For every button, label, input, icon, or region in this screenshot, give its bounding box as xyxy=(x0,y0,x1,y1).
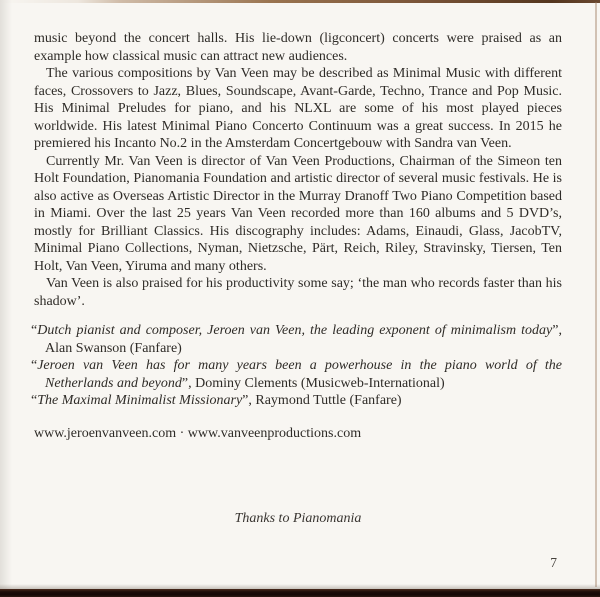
scan-left-shade xyxy=(0,0,12,597)
press-quote-1 xyxy=(31,322,562,357)
quote-attribution: , Dominy Clements (Musicweb-International) xyxy=(188,375,445,391)
quote-attribution: , Raymond Tuttle (Fanfare) xyxy=(248,393,402,408)
scan-bottom-edge xyxy=(0,589,600,597)
body-paragraph-4: Van Veen is also praised for his productivity some say; ‘the man who records faster than his shadow’. xyxy=(34,276,562,309)
scan-top-edge xyxy=(0,0,600,3)
quote-text: The Maximal Minimalist Missionary xyxy=(37,393,243,408)
website-links-line: www.jeroenvanveen.com · www.vanveenproductions.com xyxy=(34,425,362,441)
text-column xyxy=(31,30,562,442)
quote-attribution: , Alan Swanson (Fanfare) xyxy=(45,323,562,356)
open-quote-mark: “ xyxy=(31,323,38,338)
press-quote-3 xyxy=(31,392,562,410)
close-quote-mark: ” xyxy=(242,393,249,408)
body-paragraph-3: Currently Mr. Van Veen is director of Van Veen Productions, Chairman of the Simeon ten Holt Foundation, Pianomania Foundation and artistic director of several music festivals. He is also active as Overseas Artistic Director in the Murray Dranoff Two Piano Competition based in Miami. Over the last 25 years Van Veen recorded more than 160 albums and 5 DVD’s, mostly for Brilliant Classics. His discography includes: Adams, Einaudi, Glass, JacobTV, Minimal Piano Collections, Nyman, Nietzsche, Pärt, Reich, Riley, Stravinsky, Tiersen, Ten Holt, Van Veen, Yiruma and many others. xyxy=(34,153,562,274)
quote-text: Dutch pianist and composer, Jeroen van Veen, the leading exponent of minimalism today xyxy=(37,323,553,338)
thanks-note: Thanks to Pianomania xyxy=(234,511,362,526)
close-quote-mark: ” xyxy=(552,323,559,338)
scan-right-edge xyxy=(595,2,597,587)
press-quotes xyxy=(31,322,562,410)
page-number: 7 xyxy=(550,555,557,570)
open-quote-mark: “ xyxy=(31,393,38,408)
body-paragraph-1: music beyond the concert halls. His lie-down (ligconcert) concerts were praised as an example how classical music can attract new audiences. xyxy=(34,31,562,64)
press-quote-2 xyxy=(31,357,562,392)
quote-text: Jeroen van Veen has for many years been a powerhouse in the piano world of the Netherlands and beyond xyxy=(37,358,562,391)
close-quote-mark: ” xyxy=(181,375,189,391)
open-quote-mark: “ xyxy=(31,358,38,373)
body-paragraph-2: The various compositions by Van Veen may be described as Minimal Music with different faces, Crossovers to Jazz, Blues, Soundscape, Avant-Garde, Techno, Trance and Pop Music. His Minimal Preludes for piano, and his NLXL are some of his most played pieces worldwide. His latest Minimal Piano Concerto Continuum was a great success. In 2015 he premiered his Incanto No.2 in the Amsterdam Concertgebouw with Sandra van Veen. xyxy=(34,66,562,151)
